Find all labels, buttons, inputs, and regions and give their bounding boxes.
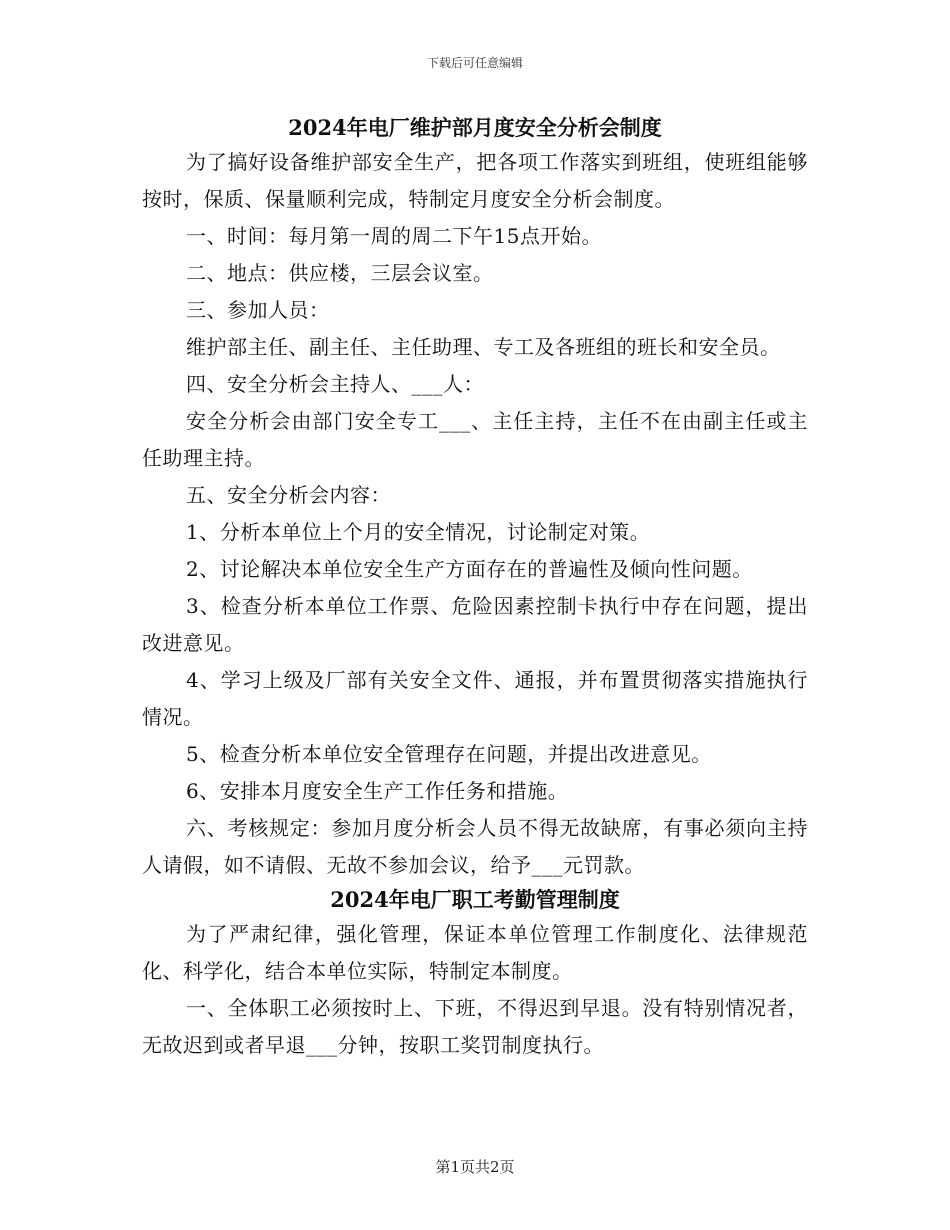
doc1-paragraph: 安全分析会由部门安全专工___、主任主持，主任不在由副主任或主任助理主持。 xyxy=(142,409,808,470)
doc1-paragraph: 为了搞好设备维护部安全生产，把各项工作落实到班组，使班组能够按时，保质、保量顺利完成，特制定月度安全分析会制度。 xyxy=(142,150,808,211)
doc1-paragraph: 四、安全分析会主持人、___人： xyxy=(186,372,484,396)
doc1-paragraph: 4、学习上级及厂部有关安全文件、通报，并布置贯彻落实措施执行情况。 xyxy=(142,668,808,729)
doc1-paragraph: 六、考核规定：参加月度分析会人员不得无故缺席，有事必须向主持人请假，如不请假、无故不参加会议，给予___元罚款。 xyxy=(142,816,808,877)
document-body xyxy=(142,112,808,1064)
document-title-1: 2024年电厂维护部月度安全分析会制度 xyxy=(288,115,662,140)
doc1-paragraph: 三、参加人员： xyxy=(186,298,330,322)
header-note: 下载后可任意编辑 xyxy=(426,56,523,70)
doc2-paragraph: 一、全体职工必须按时上、下班，不得迟到早退。没有特别情况者，无故迟到或者早退___分钟，按职工奖罚制度执行。 xyxy=(142,996,808,1057)
doc1-paragraph: 一、时间：每月第一周的周二下午15点开始。 xyxy=(186,224,602,248)
doc1-paragraph: 5、检查分析本单位安全管理存在问题，并提出改进意见。 xyxy=(186,742,712,766)
doc1-paragraph: 二、地点：供应楼，三层会议室。 xyxy=(186,261,494,285)
doc1-paragraph: 2、讨论解决本单位安全生产方面存在的普遍性及倾向性问题。 xyxy=(186,557,753,581)
document-title-2: 2024年电厂职工考勤管理制度 xyxy=(330,887,620,912)
doc1-paragraph: 维护部主任、副主任、主任助理、专工及各班组的班长和安全员。 xyxy=(186,335,781,359)
doc1-paragraph: 1、分析本单位上个月的安全情况，讨论制定对策。 xyxy=(186,520,651,544)
doc1-paragraph: 3、检查分析本单位工作票、危险因素控制卡执行中存在问题，提出改进意见。 xyxy=(142,594,808,655)
page-footer: 第1页共2页 xyxy=(435,1158,515,1176)
doc1-paragraph: 五、安全分析会内容： xyxy=(186,483,391,507)
doc2-paragraph: 为了严肃纪律，强化管理，保证本单位管理工作制度化、法律规范化、科学化，结合本单位实际，特制定本制度。 xyxy=(142,922,808,983)
doc1-paragraph: 6、安排本月度安全生产工作任务和措施。 xyxy=(186,779,569,803)
